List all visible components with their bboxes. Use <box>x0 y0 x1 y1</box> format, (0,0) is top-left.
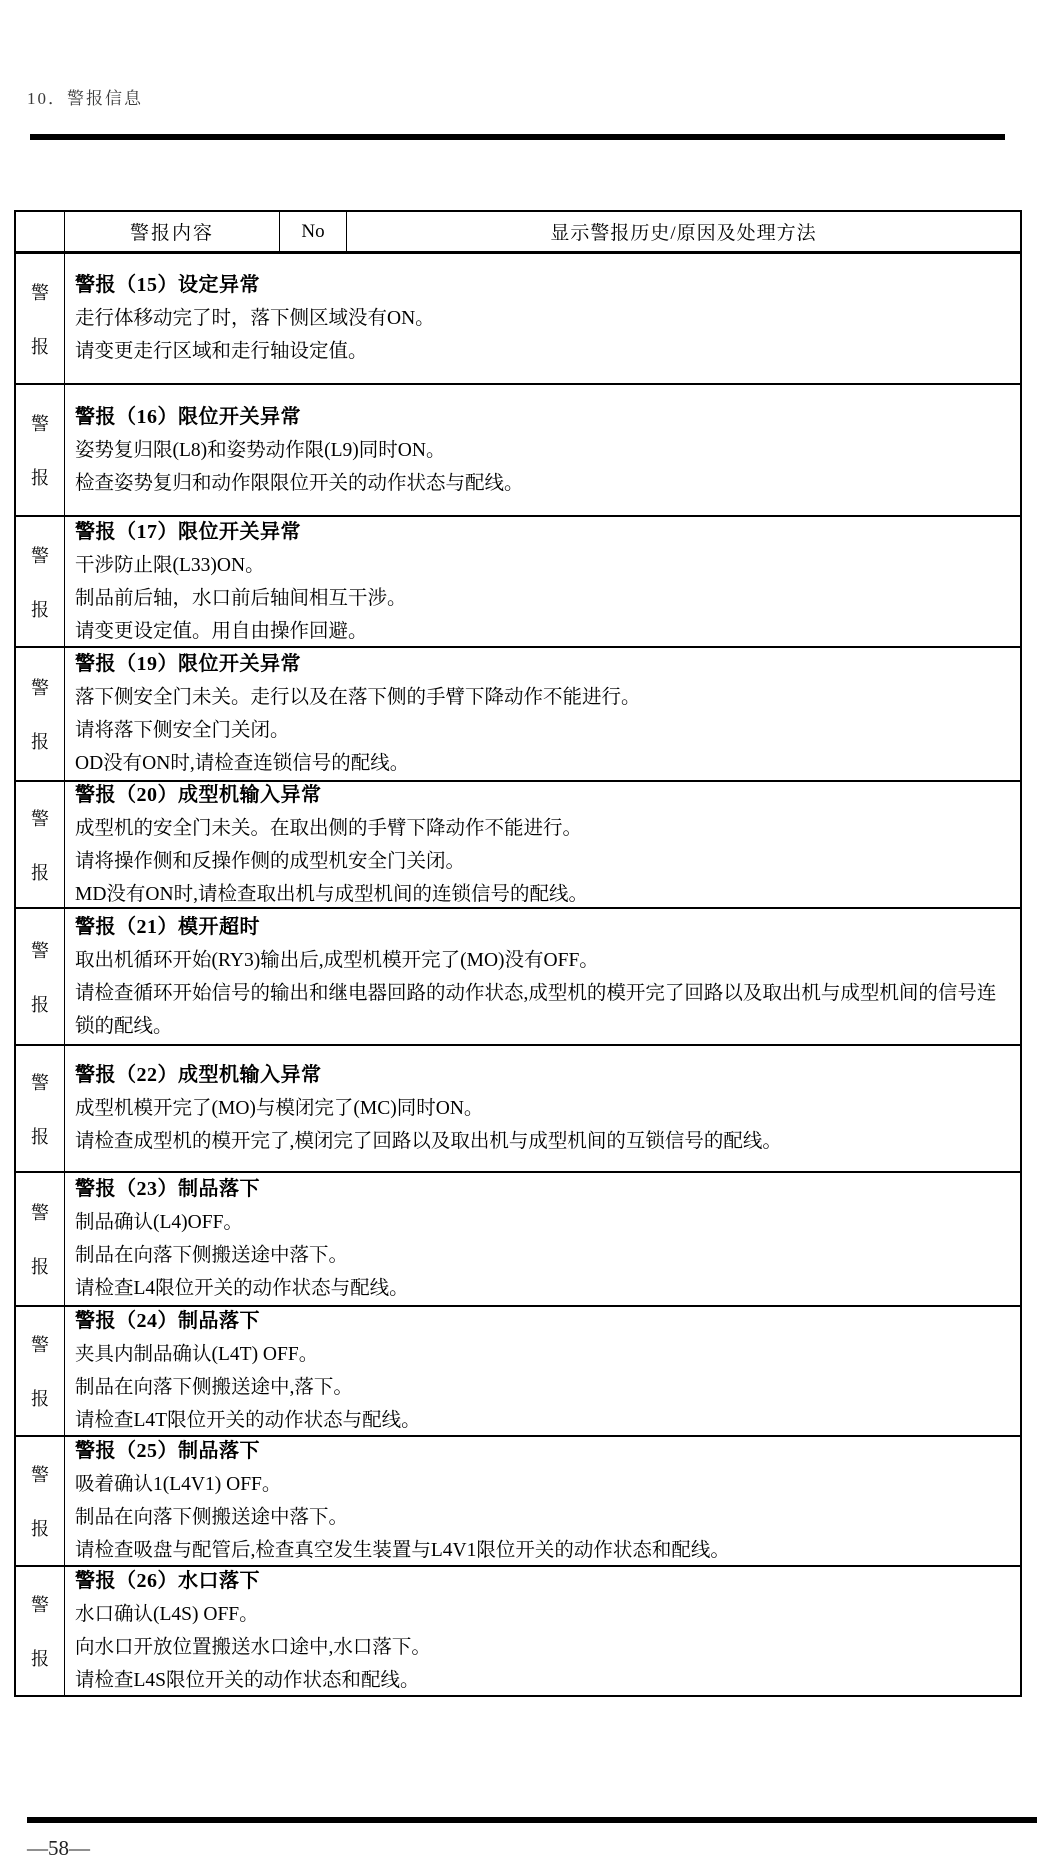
alarm-title: 警报（19）限位开关异常 <box>75 653 301 675</box>
alarm-line: 走行体移动完了时，落下侧区域没有ON。 <box>75 308 435 329</box>
alarm-line: 制品在向落下侧搬送途中落下。 <box>75 1245 349 1266</box>
alarm-line: MD没有ON时,请检查取出机与成型机间的连锁信号的配线。 <box>75 883 588 905</box>
alarm-row-label <box>16 385 65 515</box>
alarm-row <box>16 1565 1020 1695</box>
alarm-line: 请变更设定值。用自由操作回避。 <box>75 620 368 642</box>
alarm-line: 向水口开放位置搬送水口途中,水口落下。 <box>75 1637 431 1658</box>
row-label-char: 报 <box>31 1257 49 1277</box>
alarm-line: 制品在向落下侧搬送途中落下。 <box>75 1507 349 1528</box>
alarm-line: 姿势复归限(L8)和姿势动作限(L9)同时ON。 <box>75 439 446 461</box>
alarm-row-content <box>65 782 1020 907</box>
header-cell-alarm <box>16 212 65 251</box>
header-cell-no: No <box>280 212 347 251</box>
header-cell-content: 警报内容 <box>65 212 280 251</box>
row-label-char: 报 <box>31 732 49 752</box>
alarm-line: 成型机的安全门未关。在取出侧的手臂下降动作不能进行。 <box>75 817 583 839</box>
alarm-line: 请检查L4限位开关的动作状态与配线。 <box>75 1278 409 1299</box>
alarm-row-label <box>16 1307 65 1435</box>
alarm-line: 制品在向落下侧搬送途中,落下。 <box>75 1377 353 1398</box>
alarm-line: 检查姿势复归和动作限限位开关的动作状态与配线。 <box>75 472 524 494</box>
header-rule <box>30 134 1005 140</box>
row-label-char: 警 <box>31 1465 49 1485</box>
row-label-char: 警 <box>31 940 49 961</box>
row-label-char: 报 <box>31 336 49 357</box>
alarm-title: 警报（23）制品落下 <box>75 1178 260 1200</box>
alarm-row-content <box>65 1046 1020 1171</box>
row-label-char: 报 <box>31 1519 49 1539</box>
alarm-row-content <box>65 1173 1020 1305</box>
alarm-row-content <box>65 909 1020 1044</box>
row-label-char: 警 <box>31 414 49 434</box>
alarm-title: 警报（17）限位开关异常 <box>75 520 301 543</box>
alarm-line: OD没有ON时,请检查连锁信号的配线。 <box>75 753 410 774</box>
alarm-line: 请检查循环开始信号的输出和继电器回路的动作状态,成型机的模开完了回路以及取出机与成型机间的信号连锁的配线。 <box>75 982 997 1037</box>
alarm-row <box>16 907 1020 1044</box>
alarm-title: 警报（15）设定异常 <box>75 274 260 296</box>
row-label-char: 警 <box>31 1203 49 1223</box>
alarm-row <box>16 1171 1020 1305</box>
alarm-title: 警报（26）水口落下 <box>75 1570 260 1592</box>
alarm-row-content <box>65 1307 1020 1435</box>
alarm-line: 吸着确认1(L4V1) OFF。 <box>75 1474 282 1495</box>
alarm-row-label <box>16 1437 65 1565</box>
row-label-char: 警 <box>31 545 49 566</box>
alarm-row-label <box>16 254 65 383</box>
row-label-char: 警 <box>31 808 49 829</box>
alarm-title: 警报（25）制品落下 <box>75 1440 260 1462</box>
header-cell-description: 显示警报历史/原因及处理方法 <box>550 223 817 244</box>
alarm-row-label <box>16 782 65 907</box>
alarm-row-content <box>65 254 1020 383</box>
alarm-row-label <box>16 517 65 646</box>
alarm-line: 水口确认(L4S) OFF。 <box>75 1604 259 1625</box>
alarm-line: 请将落下侧安全门关闭。 <box>75 720 290 741</box>
alarm-row <box>16 383 1020 515</box>
table-body <box>16 254 1020 1695</box>
alarm-row <box>16 1435 1020 1565</box>
row-label-char: 警 <box>31 282 49 303</box>
section-title: 10．警报信息 <box>27 89 143 108</box>
alarm-line: 成型机模开完了(MO)与模闭完了(MC)同时ON。 <box>75 1098 484 1119</box>
alarm-row <box>16 1044 1020 1171</box>
alarm-row <box>16 515 1020 646</box>
alarm-line: 请检查成型机的模开完了,模闭完了回路以及取出机与成型机间的互锁信号的配线。 <box>75 1131 782 1152</box>
alarm-line: 夹具内制品确认(L4T) OFF。 <box>75 1344 319 1365</box>
alarm-line: 制品确认(L4)OFF。 <box>75 1212 243 1233</box>
alarm-row <box>16 780 1020 907</box>
alarm-line: 干涉防止限(L33)ON。 <box>75 554 265 576</box>
alarm-row-label <box>16 1173 65 1305</box>
alarm-line: 请将操作侧和反操作侧的成型机安全门关闭。 <box>75 850 466 872</box>
alarm-row-content <box>65 648 1020 780</box>
alarm-row-label <box>16 1046 65 1171</box>
alarm-line: 请检查吸盘与配管后,检查真空发生装置与L4V1限位开关的动作状态和配线。 <box>75 1540 730 1561</box>
alarm-line: 取出机循环开始(RY3)输出后,成型机模开完了(MO)没有OFF。 <box>75 949 599 971</box>
alarm-row-label <box>16 648 65 780</box>
footer-rule <box>27 1817 1037 1823</box>
alarm-title: 警报（20）成型机输入异常 <box>75 783 322 806</box>
table-header-row <box>16 212 1020 254</box>
alarm-row-label <box>16 1567 65 1695</box>
alarm-row-label <box>16 909 65 1044</box>
alarm-row <box>16 1305 1020 1435</box>
alarm-table <box>14 210 1022 1697</box>
alarm-row <box>16 646 1020 780</box>
alarm-line: 请检查L4T限位开关的动作状态与配线。 <box>75 1410 421 1431</box>
row-label-char: 报 <box>31 468 49 488</box>
alarm-line: 落下侧安全门未关。走行以及在落下侧的手臂下降动作不能进行。 <box>75 687 641 708</box>
row-label-char: 警 <box>31 1072 49 1093</box>
alarm-title: 警报（22）成型机输入异常 <box>75 1064 322 1086</box>
row-label-char: 报 <box>31 599 49 620</box>
page-number: —58— <box>27 1836 90 1860</box>
row-label-char: 报 <box>31 1649 49 1669</box>
row-label-char: 报 <box>31 1389 49 1409</box>
alarm-row-content <box>65 517 1020 646</box>
alarm-title: 警报（24）制品落下 <box>75 1310 260 1332</box>
alarm-line: 请变更走行区域和走行轴设定值。 <box>75 341 368 362</box>
row-label-char: 警 <box>31 678 49 698</box>
row-label-char: 报 <box>31 1126 49 1147</box>
alarm-row-content <box>65 385 1020 515</box>
alarm-row-content <box>65 1567 1020 1695</box>
alarm-row-content <box>65 1437 1020 1565</box>
alarm-title: 警报（16）限位开关异常 <box>75 405 301 428</box>
row-label-char: 警 <box>31 1335 49 1355</box>
row-label-char: 警 <box>31 1595 49 1615</box>
row-label-char: 报 <box>31 862 49 883</box>
alarm-title: 警报（21）模开超时 <box>75 915 260 938</box>
row-label-char: 报 <box>31 994 49 1015</box>
alarm-line: 请检查L4S限位开关的动作状态和配线。 <box>75 1670 420 1691</box>
alarm-row <box>16 254 1020 383</box>
alarm-line: 制品前后轴，水口前后轴间相互干涉。 <box>75 587 407 609</box>
